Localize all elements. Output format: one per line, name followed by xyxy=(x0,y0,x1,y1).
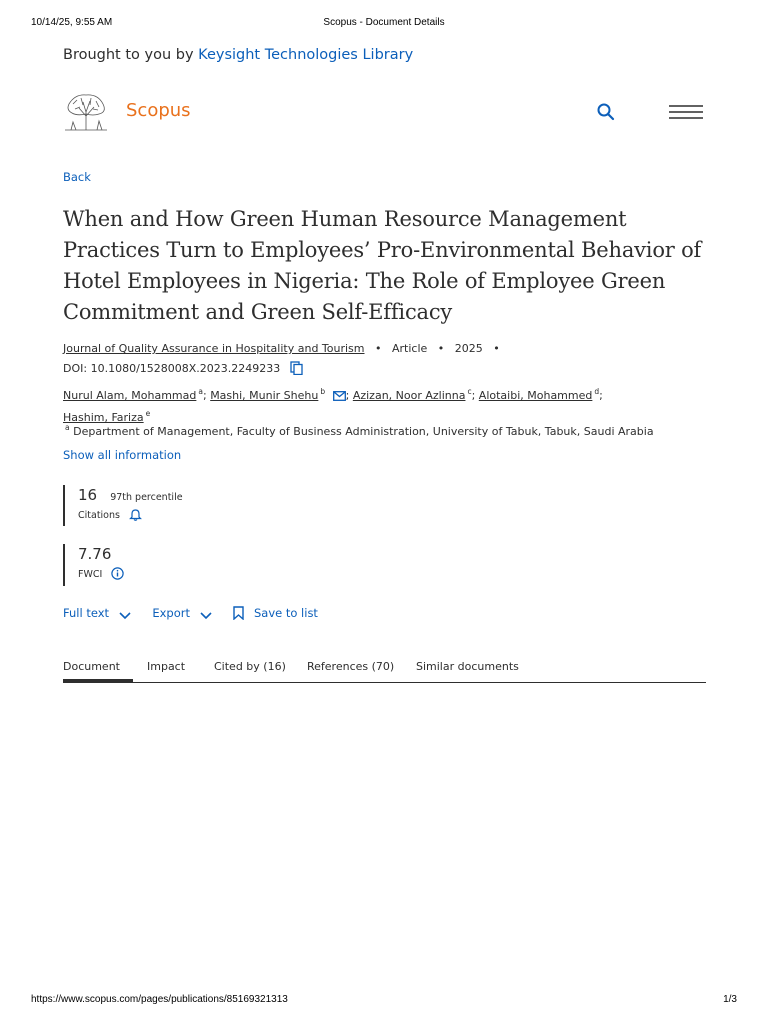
library-link[interactable]: Keysight Technologies Library xyxy=(198,47,414,63)
tab-impact[interactable]: Impact xyxy=(147,660,186,673)
elsevier-tree-logo xyxy=(63,92,109,132)
document-tabs xyxy=(63,660,706,683)
author-link[interactable]: Hashim, Fariza xyxy=(63,411,144,424)
citation-count: 16 xyxy=(78,486,98,504)
chevron-down-icon xyxy=(119,610,131,620)
doi-line xyxy=(63,361,303,375)
citation-percentile: 97th percentile xyxy=(110,492,183,503)
fwci-label: FWCI xyxy=(78,569,103,580)
show-all-information-link[interactable]: Show all information xyxy=(63,448,182,462)
tab-document[interactable]: Document xyxy=(63,660,133,682)
print-footer xyxy=(31,994,737,1008)
affiliation-marker: e xyxy=(145,409,151,418)
print-page-number: 1/3 xyxy=(723,994,737,1005)
affiliation-marker: a xyxy=(198,387,203,396)
tab-references[interactable]: References (70) xyxy=(307,660,395,673)
doi-text: DOI: 10.1080/1528008X.2023.2249233 xyxy=(63,362,281,375)
author-link[interactable]: Alotaibi, Mohammed xyxy=(478,389,593,402)
separator-dot: • xyxy=(375,342,382,355)
author-list: Nurul Alam, Mohammad $^a$; Mashi, Munir Shehu $^b$ ; Azizan, Noor Azlinna $^c$; Alotaibi, Mohammed $^d$; Hashim, Fariza $^e$ xyxy=(63,387,603,424)
export-label: Export xyxy=(152,606,190,620)
document-actions xyxy=(63,606,336,620)
bookmark-icon xyxy=(233,606,244,620)
affiliation-text: Department of Management, Faculty of Business Administration, University of Tabuk, Tabuk, Saudi Arabia xyxy=(73,425,654,438)
hamburger-menu-icon[interactable] xyxy=(669,104,703,120)
save-to-list-button[interactable] xyxy=(233,606,318,620)
scopus-logo-text[interactable]: Scopus xyxy=(126,100,191,121)
full-text-label: Full text xyxy=(63,606,110,620)
journal-link[interactable]: Journal of Quality Assurance in Hospitality and Tourism xyxy=(63,342,365,355)
separator-dot: • xyxy=(493,342,500,355)
citations-label: Citations xyxy=(78,510,120,521)
fwci-metric xyxy=(63,544,124,586)
tab-cited-by[interactable]: Cited by (16) xyxy=(214,660,286,673)
bell-icon[interactable] xyxy=(129,508,142,521)
info-icon[interactable] xyxy=(111,567,124,580)
author-link[interactable]: Mashi, Munir Shehu xyxy=(210,389,319,402)
document-type: Article xyxy=(392,342,428,355)
print-header xyxy=(31,17,737,31)
print-date: 10/14/25, 9:55 AM xyxy=(31,17,113,28)
brought-prefix: Brought to you by xyxy=(63,47,194,63)
back-link[interactable]: Back xyxy=(63,170,91,184)
full-text-button[interactable] xyxy=(63,606,131,620)
publication-year: 2025 xyxy=(454,342,483,355)
affiliation xyxy=(63,423,654,438)
copy-icon[interactable] xyxy=(290,361,303,375)
source-info xyxy=(63,342,507,355)
search-icon[interactable] xyxy=(596,102,616,122)
tab-similar-documents[interactable]: Similar documents xyxy=(416,660,519,673)
fwci-value: 7.76 xyxy=(78,545,112,563)
affiliation-marker: b xyxy=(320,387,326,396)
affiliation-marker: c xyxy=(467,387,472,396)
author-link[interactable]: Nurul Alam, Mohammad xyxy=(63,389,197,402)
print-url: https://www.scopus.com/pages/publications/85169321313 xyxy=(31,994,288,1005)
separator-dot: • xyxy=(437,342,445,355)
brought-to-you-by xyxy=(63,47,413,63)
affiliation-marker: d xyxy=(594,387,600,396)
save-to-list-label: Save to list xyxy=(253,606,318,620)
document-title: When and How Green Human Resource Management Practices Turn to Employees’ Pro-Environmental Behavior of Hotel Employees in Nigeria: The Role of Employee Green Commitment and Green Self-Efficacy xyxy=(63,207,702,324)
top-navigation-bar xyxy=(63,92,706,134)
export-button[interactable] xyxy=(152,606,211,620)
print-page-title: Scopus - Document Details xyxy=(323,17,445,28)
chevron-down-icon xyxy=(200,610,212,620)
citations-metric xyxy=(63,485,183,526)
author-link[interactable]: Azizan, Noor Azlinna xyxy=(352,389,466,402)
affiliation-marker: a xyxy=(65,423,70,432)
email-icon[interactable] xyxy=(333,391,346,401)
